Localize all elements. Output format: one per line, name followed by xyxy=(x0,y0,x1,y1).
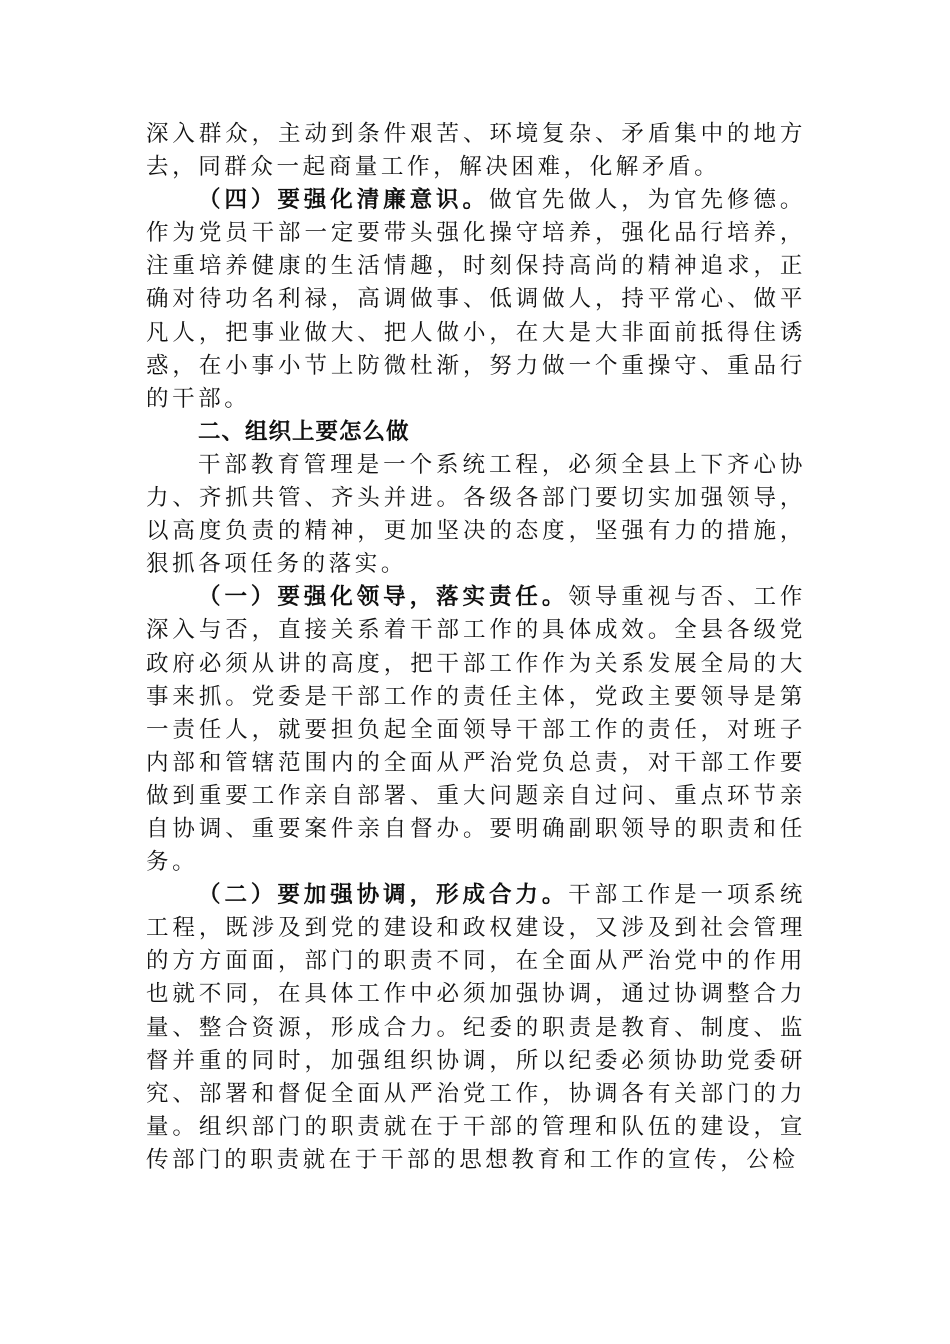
paragraph-lead: （四）要强化清廉意识。 xyxy=(198,187,489,214)
paragraph-text: 做官先做人，为官先修德。作为党员干部一定要带头强化操守培养，强化品行培养，注重培养健康的生活情趣，时刻保持高尚的精神追求，正确对待功名利禄，高调做事、低调做人，持平常心、做平凡人，把事业做大、把人做小，在大是大非面前抵得住诱惑，在小事小节上防微杜渐，努力做一个重操守、重品行的干部。 xyxy=(146,187,806,412)
paragraph-coordination xyxy=(146,879,806,1177)
paragraph-leadership xyxy=(146,581,806,879)
paragraph-lead: （二）要加强协调，形成合力。 xyxy=(198,882,569,909)
section-heading: 二、组织上要怎么做 xyxy=(198,418,410,445)
paragraph-text: 干部工作是一项系统工程，既涉及到党的建设和政权建设，又涉及到社会管理的方方面面，部门的职责不同，在全面从严治党中的作用也就不同，在具体工作中必须加强协调，通过协调整合力量、整合资源，形成合力。纪委的职责是教育、制度、监督并重的同时，加强组织协调，所以纪委必须协助党委研究、部署和督促全面从严治党工作，协调各有关部门的力量。组织部门的职责就在于干部的管理和队伍的建设，宣传部门的职责就在于干部的思想教育和工作的宣传，公检 xyxy=(146,882,806,1173)
paragraph-lead: （一）要强化领导，落实责任。 xyxy=(198,584,569,611)
paragraph-continuation xyxy=(146,118,806,184)
paragraph-text: 领导重视与否、工作深入与否，直接关系着干部工作的具体成效。全县各级党政府必须从讲的高度，把干部工作作为关系发展全局的大事来抓。党委是干部工作的责任主体，党政主要领导是第一责任人，就要担负起全面领导干部工作的责任，对班子内部和管辖范围内的全面从严治党负总责，对干部工作要做到重要工作亲自部署、重大问题亲自过问、重点环节亲自协调、重要案件亲自督办。要明确副职领导的职责和任务。 xyxy=(146,584,806,876)
paragraph-intro xyxy=(146,449,806,581)
paragraph-text: 深入群众，主动到条件艰苦、环境复杂、矛盾集中的地方去，同群众一起商量工作，解决困难，化解矛盾。 xyxy=(146,121,806,181)
document-body xyxy=(146,118,806,1177)
paragraph-text: 干部教育管理是一个系统工程，必须全县上下齐心协力、齐抓共管、齐头并进。各级各部门要切实加强领导，以高度负责的精神，更加坚决的态度，坚强有力的措施，狠抓各项任务的落实。 xyxy=(146,451,806,578)
paragraph-clean-awareness xyxy=(146,184,806,416)
